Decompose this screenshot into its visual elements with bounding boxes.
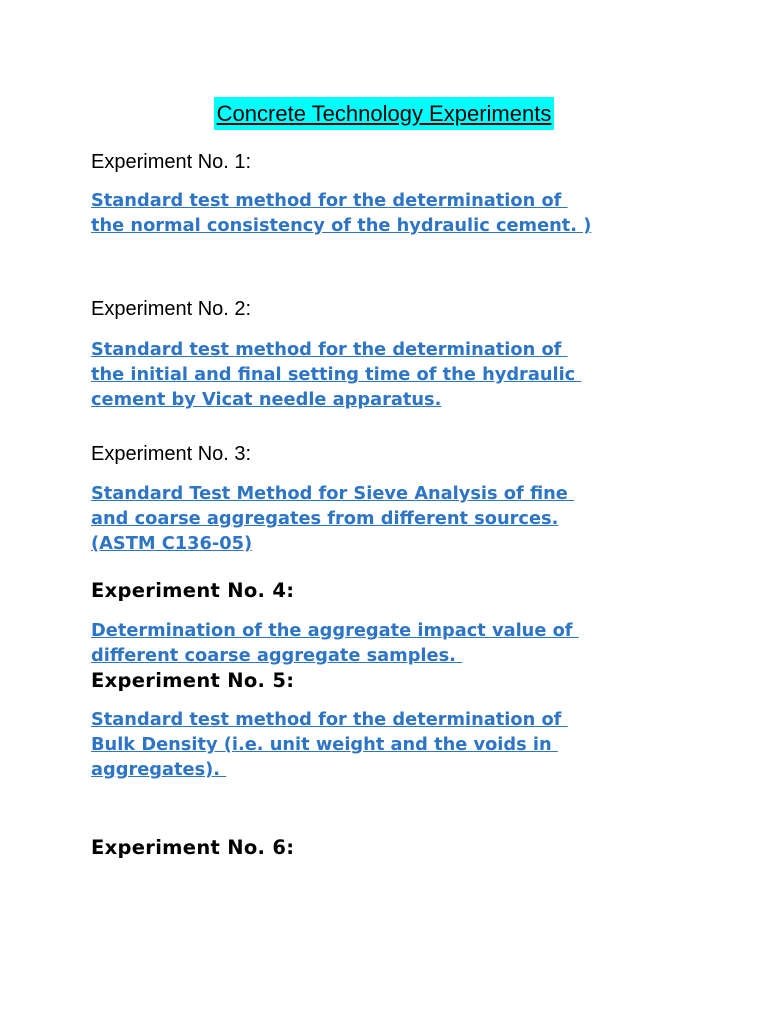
experiment-4-link[interactable]: Determination of the aggregate impact value of different coarse aggregate samples.: [91, 620, 573, 666]
document-title: Concrete Technology Experiments: [214, 97, 555, 130]
experiment-1-link[interactable]: Standard test method for the determination of the normal consistency of the hydraulic cement. ): [91, 190, 592, 236]
experiment-3-heading: Experiment No. 3:: [91, 443, 252, 465]
experiment-1-heading: Experiment No. 1:: [91, 151, 252, 173]
experiment-2-heading: Experiment No. 2:: [91, 298, 252, 320]
title-wrap: [0, 97, 768, 130]
experiment-2-link[interactable]: Standard test method for the determination of the initial and final setting time of the hydraulic cement by Vicat needle apparatus.: [91, 339, 576, 410]
experiment-5-heading: Experiment No. 5:: [91, 669, 295, 692]
experiment-5-link[interactable]: Standard test method for the determination of Bulk Density (i.e. unit weight and the voids in aggregates).: [91, 709, 562, 780]
experiment-6-heading: Experiment No. 6:: [91, 836, 295, 859]
experiment-4-heading: Experiment No. 4:: [91, 579, 295, 602]
experiment-3-link[interactable]: Standard Test Method for Sieve Analysis of fine and coarse aggregates from different sources. (ASTM C136-05): [91, 483, 568, 554]
